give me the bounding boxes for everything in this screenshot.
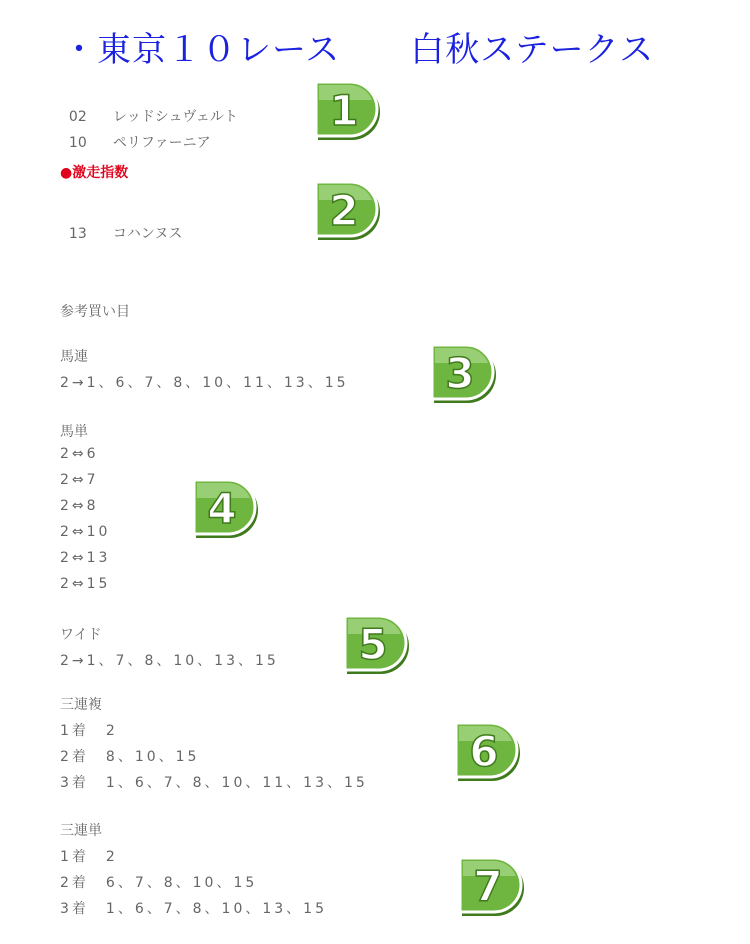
umatan-line: 2⇔7: [60, 472, 99, 488]
number-6-badge-icon: [454, 721, 520, 785]
badge-number: 5: [358, 620, 388, 669]
badge-number: 2: [329, 186, 359, 235]
sanrenpuku-line: 2着 8、10、15: [60, 749, 200, 765]
badge-number: 3: [445, 349, 475, 398]
horse-name: コハンヌス: [112, 226, 183, 242]
umaren-label: 馬連: [60, 349, 88, 365]
umaren-line: 2→1、6、7、8、10、11、13、15: [60, 375, 349, 391]
number-3-badge-icon: [430, 343, 496, 407]
number-7-badge-icon: [458, 856, 524, 920]
page-title: ・東京１０レース 白秋ステークス: [62, 30, 655, 70]
gekiso-label: ●激走指数: [60, 165, 129, 181]
number-5-badge-icon: [343, 614, 409, 678]
umatan-line: 2⇔8: [60, 498, 99, 514]
number-4-badge-icon: [192, 478, 258, 542]
badge-number: 7: [473, 862, 503, 911]
wide-label: ワイド: [60, 627, 102, 643]
badge-number: 4: [207, 484, 237, 533]
sanrentan-line: 1着 2: [60, 849, 118, 865]
badge-number: 1: [329, 86, 359, 135]
sanrentan-line: 2着 6、7、8、10、15: [60, 875, 258, 891]
umatan-line: 2⇔10: [60, 524, 111, 540]
umatan-line: 2⇔6: [60, 446, 99, 462]
horse-number: 13: [68, 226, 87, 242]
pick-row: [60, 207, 182, 243]
horse-number: 10: [68, 135, 87, 151]
pick-row: [60, 116, 211, 152]
badge-number: 6: [469, 727, 499, 776]
umatan-line: 2⇔13: [60, 550, 111, 566]
sanrenpuku-line: 3着 1、6、7、8、10、11、13、15: [60, 775, 368, 791]
sankou-label: 参考買い目: [60, 304, 130, 320]
sanrenpuku-line: 1着 2: [60, 723, 118, 739]
sanrentan-label: 三連単: [60, 823, 102, 839]
horse-number: 02: [68, 109, 87, 125]
umatan-label: 馬単: [60, 424, 88, 440]
horse-name: ペリファーニア: [112, 135, 211, 151]
umatan-line: 2⇔15: [60, 576, 111, 592]
wide-line: 2→1、7、8、10、13、15: [60, 653, 279, 669]
horse-name: レッドシュヴェルト: [112, 109, 238, 125]
sanrentan-line: 3着 1、6、7、8、10、13、15: [60, 901, 327, 917]
number-1-badge-icon: [314, 80, 380, 144]
number-2-badge-icon: [314, 180, 380, 244]
sanrenpuku-label: 三連複: [60, 697, 102, 713]
